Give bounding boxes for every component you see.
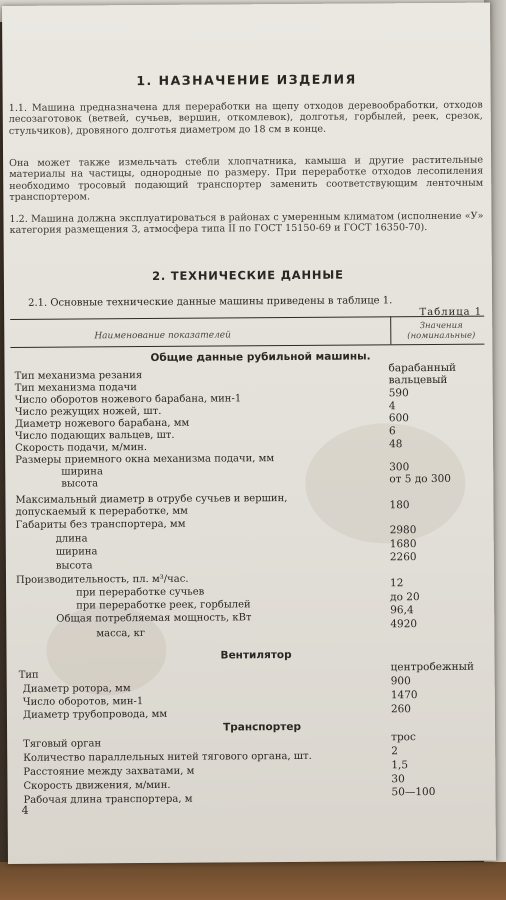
row-value: 2260 — [389, 551, 417, 564]
section-1-title: 1. НАЗНАЧЕНИЕ ИЗДЕЛИЯ — [136, 71, 357, 89]
row-value: 900 — [390, 675, 411, 688]
table-top-rule — [10, 316, 484, 320]
column-header-value-line2: (номинальные) — [407, 330, 476, 342]
row-value: 12 — [389, 577, 404, 590]
row-label: Количество параллельных нитей тягового органа, шт. — [23, 750, 312, 764]
row-value: 4920 — [390, 618, 418, 631]
row-label: Число подающих вальцев, шт. — [14, 429, 175, 442]
row-value: вальцевый — [388, 373, 448, 387]
table-column-divider — [390, 316, 391, 344]
page-number: 4 — [21, 803, 29, 817]
row-value: 590 — [388, 387, 409, 400]
table-surface — [0, 862, 506, 900]
row-label: Тип — [18, 669, 39, 681]
group-conveyor-title: Транспортер — [223, 720, 302, 734]
paragraph-2-1: 2.1. Основные технические данные машины приведены в таблице 1. — [28, 295, 393, 309]
row-value: 1470 — [390, 689, 418, 702]
row-label: Число оборотов, мин-1 — [22, 696, 144, 708]
row-label: Рабочая длина транспортера, м — [23, 793, 193, 806]
group-general-title: Общие данные рубильной машины. — [150, 350, 371, 364]
row-value: 180 — [389, 499, 410, 512]
row-value: центробежный — [390, 660, 475, 674]
row-label: Габариты без транспортера, мм — [15, 518, 186, 531]
row-label: ширина — [55, 546, 98, 558]
row-label: Максимальный диаметр в отрубе сучьев и вершин, — [15, 493, 288, 506]
row-label: высота — [61, 478, 99, 490]
row-label: Производительность, пл. м³/час. — [15, 573, 189, 586]
row-label: длина — [55, 533, 88, 545]
row-value: 1680 — [389, 538, 417, 551]
row-label: Тяговый орган — [23, 738, 102, 750]
row-value: 6 — [388, 425, 396, 438]
row-value: 96,4 — [390, 604, 414, 617]
row-value: 4 — [388, 400, 396, 413]
row-value: 2 — [391, 745, 398, 758]
column-header-value — [396, 321, 486, 342]
column-header-name: Наименование показателей — [94, 330, 231, 342]
row-label: высота — [55, 560, 93, 572]
paragraph-1-1: 1.1. Машина предназначена для переработки на щепу отходов деревообработки, отходов лесозаготовок (ветвей, сучьев, вершин, откомлевок), долготья, горбылей, реек, срезок, стульчиков), дровяного долготья диаметром до 18 см в конце. — [8, 99, 483, 137]
row-value: трос — [391, 731, 416, 744]
row-label: Диаметр ротора, мм — [22, 683, 131, 695]
table-number: Таблица 1 — [419, 306, 483, 319]
row-label: Скорость движения, м/мин. — [23, 779, 171, 792]
row-value: барабанный — [388, 361, 457, 375]
row-label: при переработке реек, горбылей — [76, 599, 251, 612]
row-label: масса, кг — [96, 628, 146, 640]
row-value: 1,5 — [391, 759, 409, 772]
row-value: 48 — [389, 438, 403, 451]
row-value: 300 — [389, 461, 410, 474]
document-page — [2, 3, 496, 864]
row-label: Число режущих ножей, шт. — [14, 405, 162, 418]
row-label: допускаемый к переработке, мм — [15, 505, 188, 518]
row-label: Размеры приемного окна механизма подачи, мм — [15, 453, 275, 466]
group-fan-title: Вентилятор — [220, 648, 292, 662]
row-value: 50—100 — [391, 785, 436, 799]
row-value: 2980 — [389, 524, 417, 537]
row-value: от 5 до 300 — [389, 472, 452, 486]
column-header-value-line1: Значения — [419, 320, 463, 332]
row-label: Число оборотов ножевого барабана, мин-1 — [14, 393, 242, 406]
paragraph-1-2: 1.2. Машина должна эксплуатироваться в районах с умеренным климатом (исполнение «У» категория размещения 3, атмосфера типа II по ГОСТ 15150-69 и ГОСТ 16350-70). — [9, 210, 484, 237]
row-label: Диаметр трубопровода, мм — [22, 708, 168, 721]
row-label: Общая потребляемая мощность, кВт — [56, 612, 252, 625]
row-value: 260 — [390, 703, 412, 716]
row-label: Расстояние между захватами, м — [23, 765, 195, 778]
row-value: до 20 — [390, 591, 420, 604]
table-header-rule — [10, 344, 484, 348]
section-2-title: 2. ТЕХНИЧЕСКИЕ ДАННЫЕ — [152, 267, 344, 283]
row-label: Диаметр ножевого барабана, мм — [14, 417, 190, 430]
row-label: Тип механизма резания — [14, 370, 143, 382]
row-label: Тип механизма подачи — [14, 382, 137, 394]
row-value: 600 — [388, 412, 409, 425]
row-label: при переработке сучьев — [76, 586, 205, 599]
row-value: 30 — [391, 773, 405, 786]
row-label: ширина — [61, 466, 103, 478]
paragraph-1-1-continued: Она может также измельчать стебли хлопчатника, камыша и другие растительные материалы на частицы, однородные по размеру. При переработке отходов лесопиления необходимо тросовый подающий транспортер заменить соответствующим ленточным транспортером. — [9, 154, 484, 203]
row-label: Скорость подачи, м/мин. — [15, 441, 148, 454]
